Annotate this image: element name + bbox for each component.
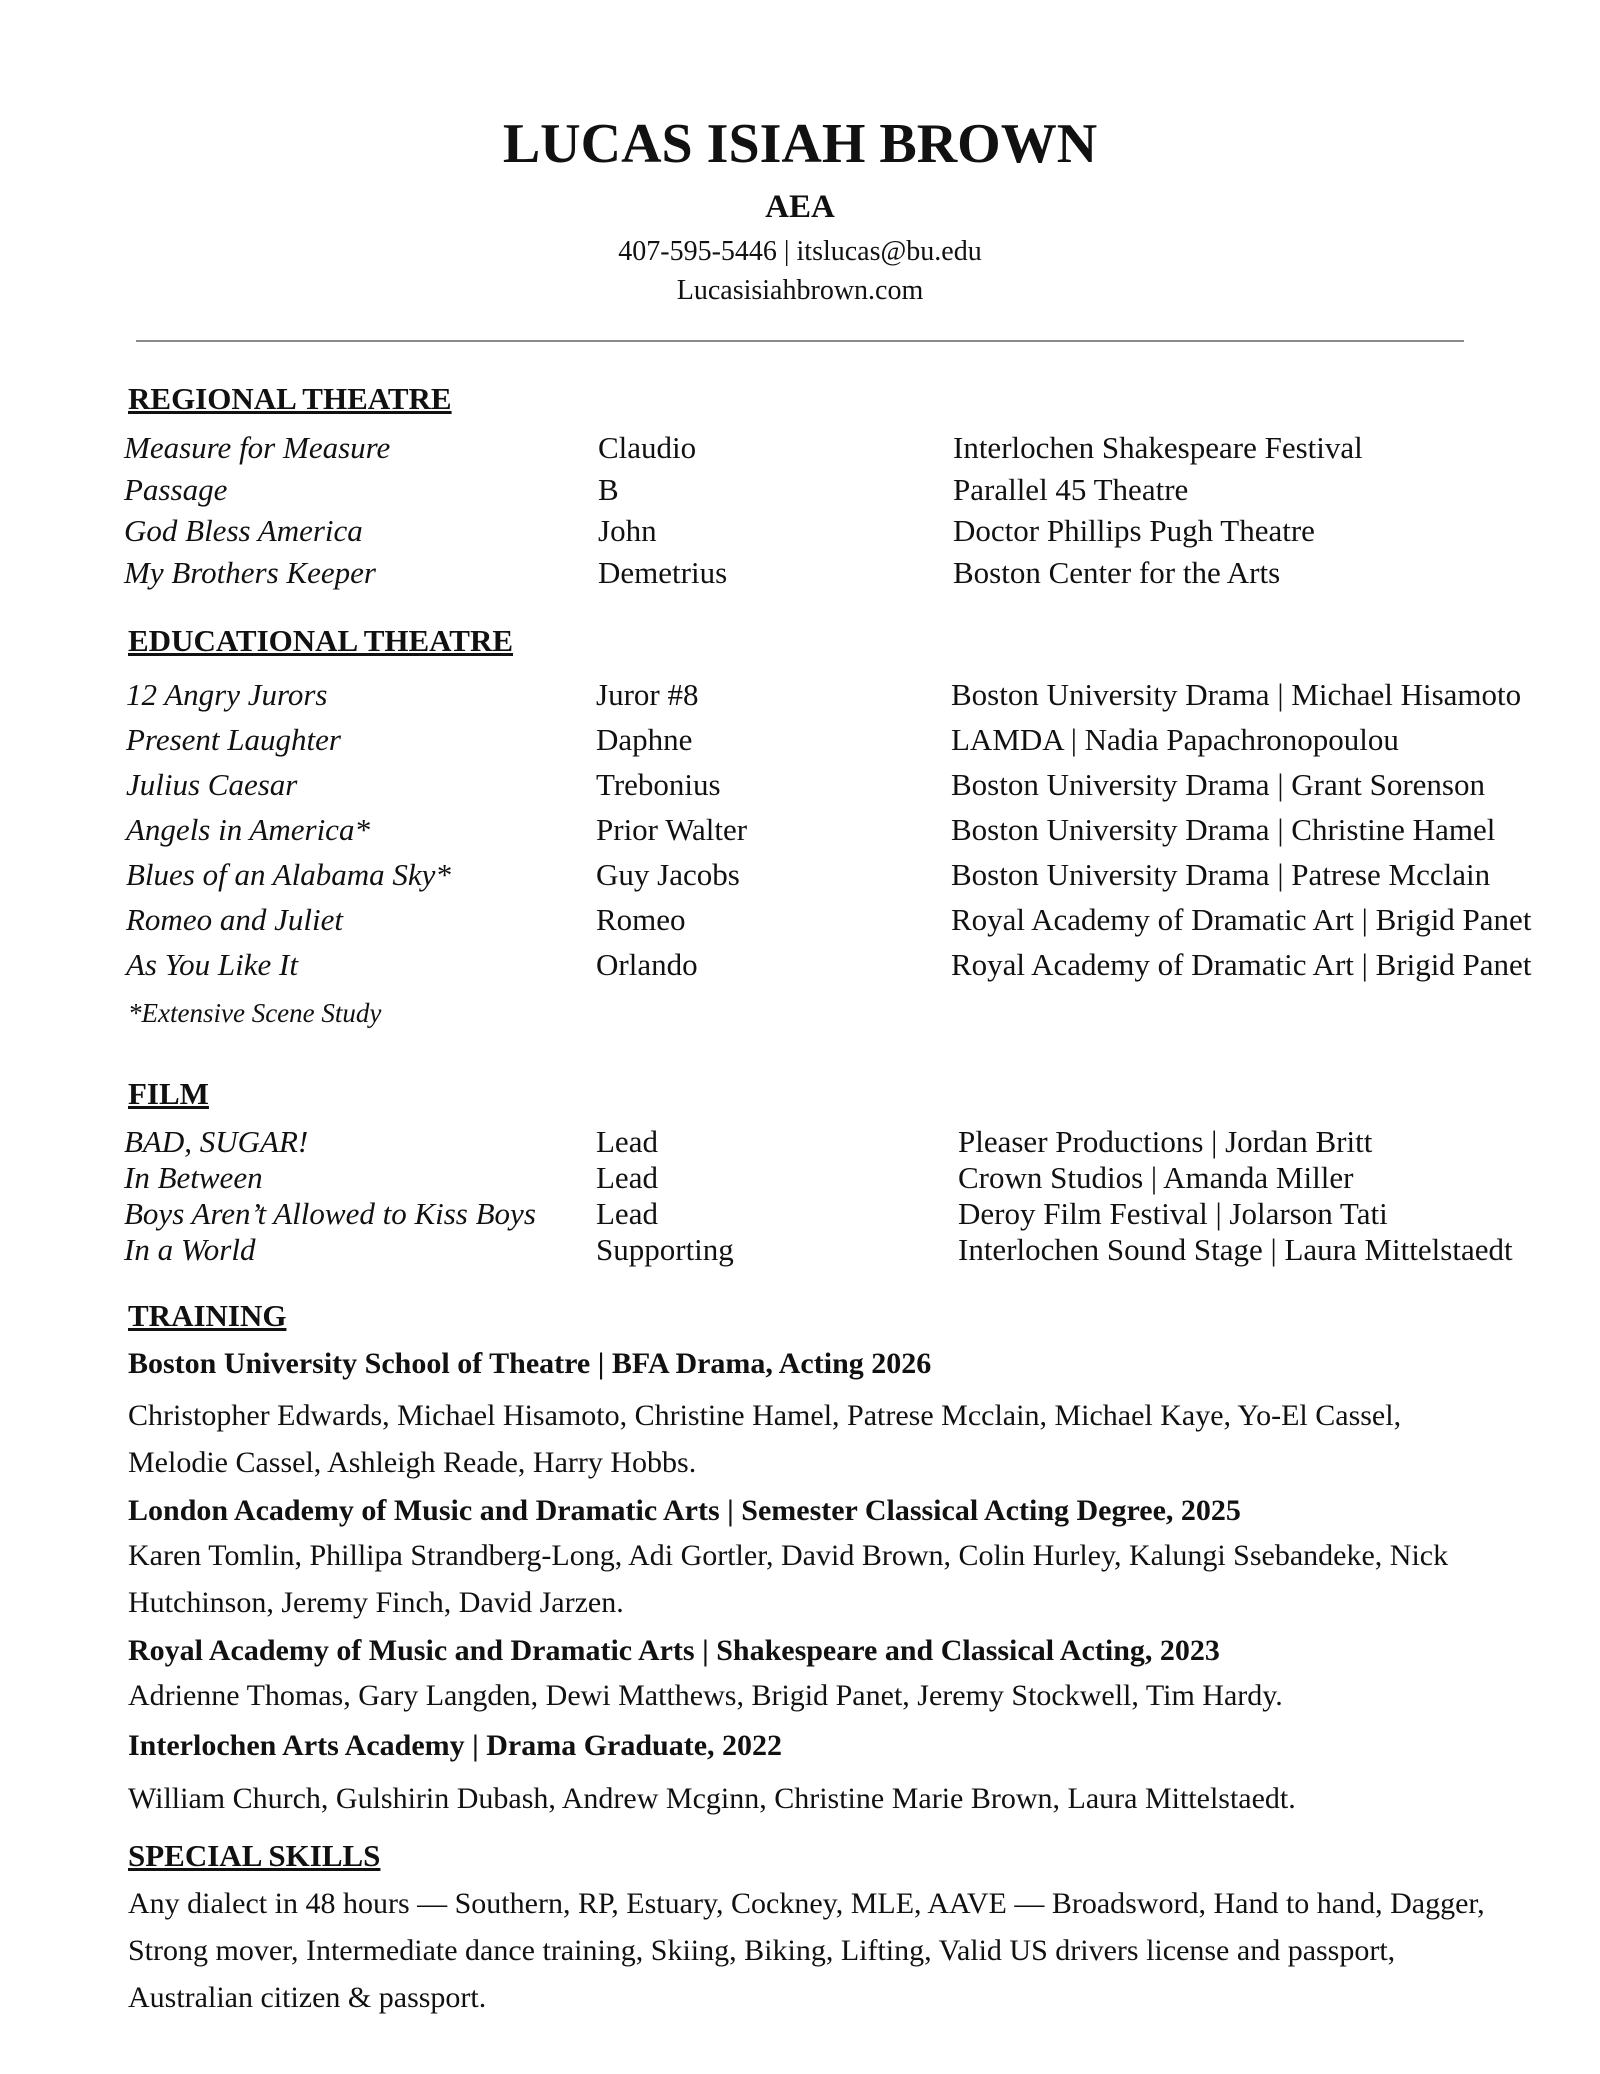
credit-row <box>0 765 1600 805</box>
credit-venue: Doctor Phillips Pugh Theatre <box>953 513 1315 548</box>
credit-venue: Royal Academy of Dramatic Art | Brigid Panet <box>951 902 1532 937</box>
credit-title: Julius Caesar <box>126 767 298 802</box>
credit-role: Supporting <box>596 1232 734 1267</box>
credit-venue: Parallel 45 Theatre <box>953 472 1189 507</box>
credit-title: Boys Aren’t Allowed to Kiss Boys <box>124 1196 536 1231</box>
credit-role: Trebonius <box>596 767 721 802</box>
training-teachers: Christopher Edwards, Michael Hisamoto, Christine Hamel, Patrese Mcclain, Michael Kaye, Yo-El Cassel, Melodie Cassel, Ashleigh Reade, Harry Hobbs. <box>128 1399 1402 1479</box>
section-heading-training: TRAINING <box>128 1298 287 1333</box>
section-heading-film: FILM <box>128 1076 209 1111</box>
section-heading-special-skills: SPECIAL SKILLS <box>128 1838 381 1873</box>
training-teachers: Adrienne Thomas, Gary Langden, Dewi Matthews, Brigid Panet, Jeremy Stockwell, Tim Hardy. <box>128 1679 1283 1712</box>
credit-role: John <box>598 513 657 548</box>
credit-venue: Boston University Drama | Grant Sorenson <box>951 767 1485 802</box>
training-teachers: William Church, Gulshirin Dubash, Andrew Mcginn, Christine Marie Brown, Laura Mittelstaedt. <box>128 1782 1296 1815</box>
credit-venue: Boston University Drama | Michael Hisamoto <box>951 677 1522 712</box>
credit-row <box>0 720 1600 760</box>
resume-name: LUCAS ISIAH BROWN <box>502 113 1098 175</box>
credit-role: Lead <box>596 1124 658 1159</box>
credit-row <box>0 1158 1600 1198</box>
credit-venue: Interlochen Sound Stage | Laura Mittelstaedt <box>958 1232 1513 1267</box>
credit-role: Claudio <box>598 430 697 465</box>
credit-row <box>0 553 1600 593</box>
header-divider <box>136 340 1464 342</box>
credit-role: Lead <box>596 1196 658 1231</box>
union-affiliation: AEA <box>765 189 835 225</box>
credit-row <box>0 675 1600 715</box>
credit-row <box>0 1194 1600 1234</box>
credit-role: Romeo <box>596 902 686 937</box>
credit-title: My Brothers Keeper <box>124 555 376 590</box>
credit-row <box>0 810 1600 850</box>
website-link[interactable]: Lucasisiahbrown.com <box>676 275 924 306</box>
credit-venue: Boston University Drama | Christine Hamel <box>951 812 1496 847</box>
credit-title: BAD, SUGAR! <box>124 1124 309 1159</box>
credit-role: Prior Walter <box>596 812 748 847</box>
credit-row <box>0 945 1600 985</box>
credit-row <box>0 1122 1600 1162</box>
credit-venue: Pleaser Productions | Jordan Britt <box>958 1124 1373 1159</box>
training-school: Royal Academy of Music and Dramatic Arts | Shakespeare and Classical Acting, 2023 <box>128 1634 1220 1667</box>
training-school: Interlochen Arts Academy | Drama Graduate, 2022 <box>128 1729 783 1762</box>
scene-study-footnote: *Extensive Scene Study <box>128 998 382 1028</box>
credit-venue: Crown Studios | Amanda Miller <box>958 1160 1354 1195</box>
credit-row <box>0 511 1600 551</box>
credit-title: As You Like It <box>126 947 298 982</box>
credit-role: Juror #8 <box>596 677 699 712</box>
credit-title: Present Laughter <box>126 722 341 757</box>
credit-row <box>0 855 1600 895</box>
credit-venue: Boston University Drama | Patrese Mcclain <box>951 857 1491 892</box>
credit-role: Demetrius <box>598 555 728 590</box>
credit-row <box>0 428 1600 468</box>
credit-title: 12 Angry Jurors <box>126 677 328 712</box>
credit-role: B <box>598 472 619 507</box>
training-teachers: Karen Tomlin, Phillipa Strandberg-Long, Adi Gortler, David Brown, Colin Hurley, Kalungi Ssebandeke, Nick Hutchinson, Jeremy Finch, David Jarzen. <box>128 1539 1449 1619</box>
credit-venue: LAMDA | Nadia Papachronopoulou <box>951 722 1399 757</box>
credit-venue: Interlochen Shakespeare Festival <box>953 430 1363 465</box>
credit-title: God Bless America <box>124 513 363 548</box>
training-school: London Academy of Music and Dramatic Arts | Semester Classical Acting Degree, 2025 <box>128 1494 1241 1527</box>
credit-venue: Royal Academy of Dramatic Art | Brigid Panet <box>951 947 1532 982</box>
credit-title: In Between <box>124 1160 263 1195</box>
credit-title: Blues of an Alabama Sky* <box>126 857 451 892</box>
credit-venue: Boston Center for the Arts <box>953 555 1281 590</box>
training-school: Boston University School of Theatre | BFA Drama, Acting 2026 <box>128 1347 932 1380</box>
credit-row <box>0 470 1600 510</box>
contact-info: 407-595-5446 | itslucas@bu.edu <box>618 236 982 267</box>
credit-row <box>0 900 1600 940</box>
credit-role: Lead <box>596 1160 658 1195</box>
credit-role: Daphne <box>596 722 693 757</box>
section-heading-educational-theatre: EDUCATIONAL THEATRE <box>128 623 514 658</box>
credit-title: In a World <box>124 1232 256 1267</box>
credit-role: Guy Jacobs <box>596 857 740 892</box>
credit-title: Angels in America* <box>126 812 370 847</box>
special-skills-text: Any dialect in 48 hours — Southern, RP, Estuary, Cockney, MLE, AAVE — Broadsword, Hand to hand, Dagger, Strong mover, Intermediate dance training, Skiing, Biking, Lifting, Valid US drivers license and passport, Australian citizen & passport. <box>128 1887 1485 2014</box>
credit-title: Passage <box>124 472 228 507</box>
section-heading-regional-theatre: REGIONAL THEATRE <box>128 381 452 416</box>
credit-title: Measure for Measure <box>124 430 391 465</box>
credit-venue: Deroy Film Festival | Jolarson Tati <box>958 1196 1388 1231</box>
credit-role: Orlando <box>596 947 698 982</box>
credit-row <box>0 1230 1600 1270</box>
credit-title: Romeo and Juliet <box>126 902 343 937</box>
